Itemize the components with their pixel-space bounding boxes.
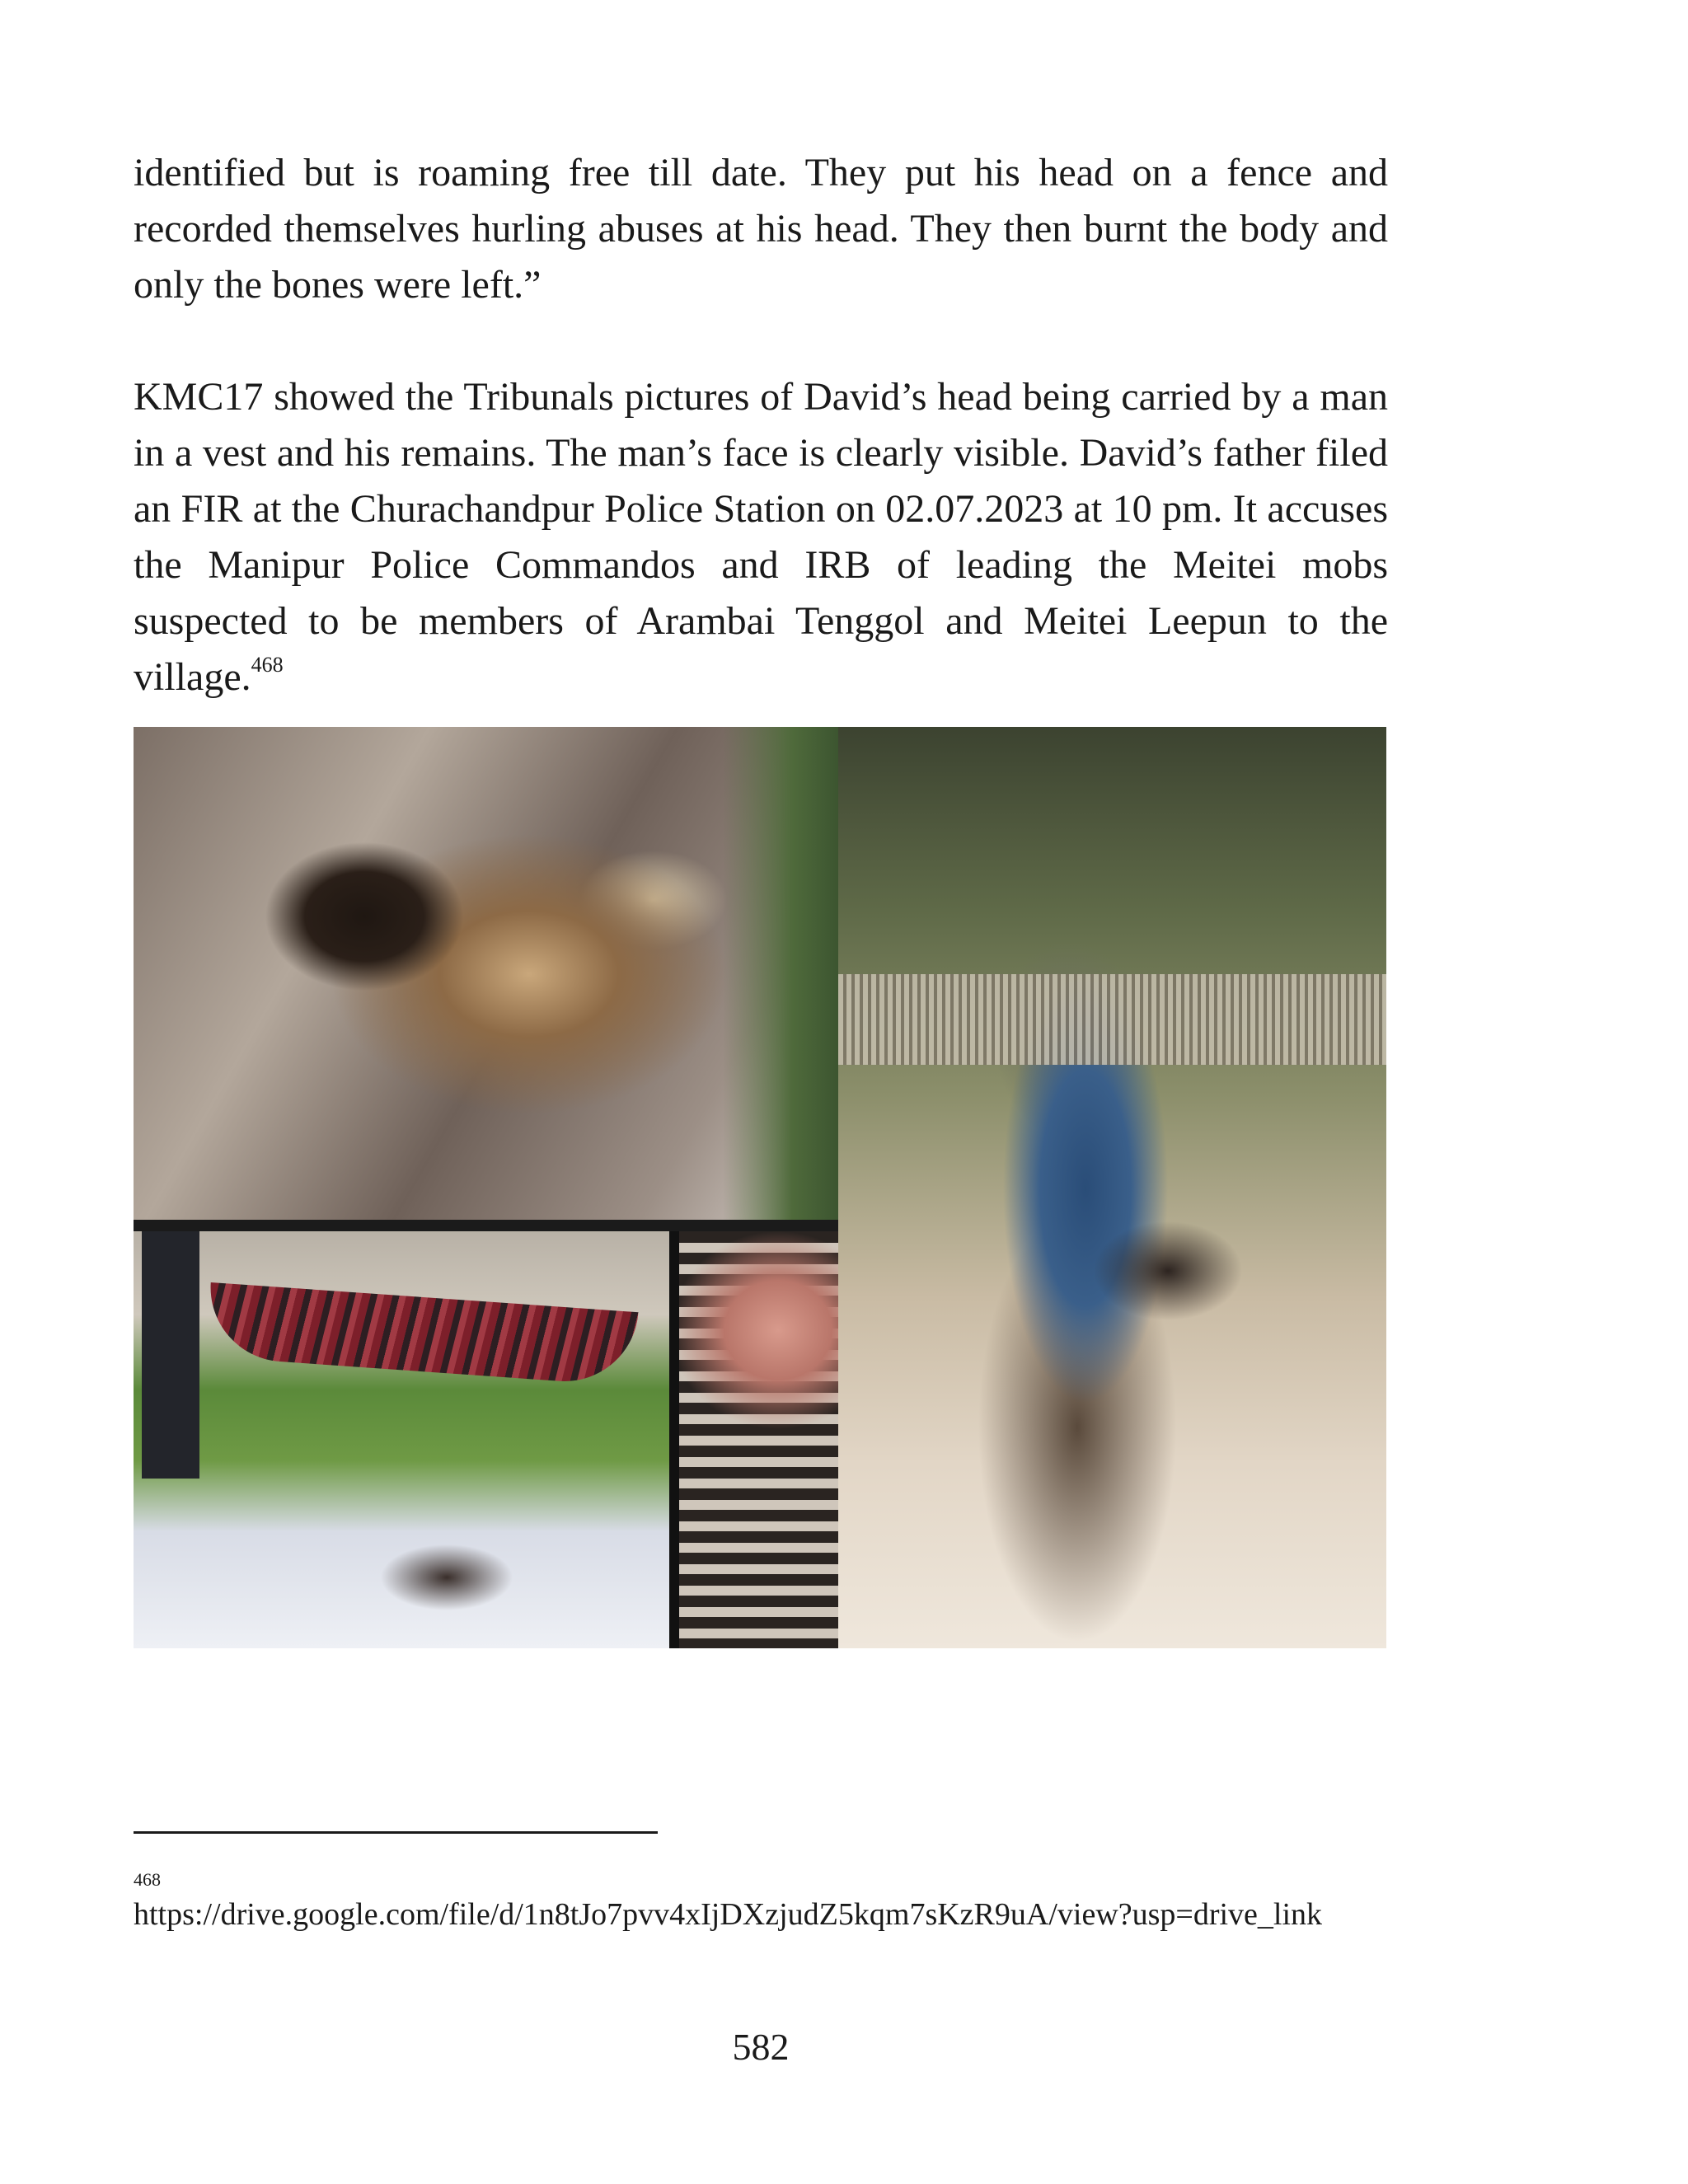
page-number: 582: [732, 2026, 790, 2068]
footnote-separator: [134, 1831, 658, 1834]
photo-collage: [134, 727, 1386, 1648]
body-paragraph-2: [134, 369, 1388, 705]
photo-man-in-vest: [838, 727, 1386, 1648]
photo-remains-in-plastic: [134, 727, 838, 1220]
footnote-number: 468: [134, 1869, 161, 1890]
photo-cloth-on-ground: [134, 1231, 669, 1648]
photo-head-closeup: [669, 1231, 838, 1648]
collage-divider: [134, 1220, 838, 1231]
body-paragraph-1: identified but is roaming free till date. They put his head on a fence and recorded themselves hurling abuses at his head. They then burnt the body and only the bones were left.”: [134, 151, 1388, 307]
footnote-link[interactable]: https://drive.google.com/file/d/1n8tJo7pvv4xIjDXzjudZ5kqm7sKzR9uA/view?usp=drive_link: [134, 1897, 1323, 1932]
body-paragraph-2-text: KMC17 showed the Tribunals pictures of David’s head being carried by a man in a vest and his remains. The man’s face is clearly visible. David’s father filed an FIR at the Churachandpur Police Station on 02.07.2023 at 10 pm. It accuses the Manipur Police Commandos and IRB of leading the Meitei mobs suspected to be members of Arambai Tenggol and Meitei Leepun to the village.: [134, 375, 1388, 699]
footnote-reference[interactable]: 468: [251, 653, 284, 677]
